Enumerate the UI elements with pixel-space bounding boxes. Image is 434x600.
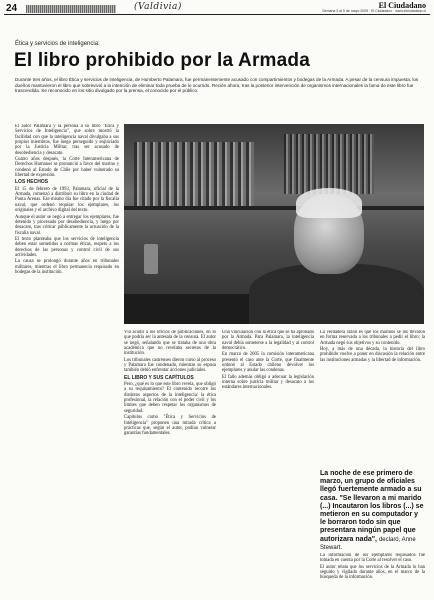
glass-image: [144, 244, 158, 274]
article-column-5: [320, 553, 425, 593]
article-photo: [124, 124, 424, 324]
article-column-1: [15, 124, 119, 590]
section-band: [26, 5, 116, 13]
paragraph: Una vinculación con la ética que se ha aprobado por la Armada. Para Palamara, la inteligencia naval debía someterse a la legalidad y al control democrático.: [222, 330, 314, 352]
page-header: [4, 3, 430, 15]
page-number: 24: [6, 3, 18, 14]
paragraph: Pero, ¿qué es lo que este libro revela, que obligó a su requisamiento? El contenido recorre los distintos aspectos de la inteligencia: la ética profesional, la relación con el poder civil y los límites que deben respetar los organismos de seguridad.: [124, 382, 216, 414]
paragraph: Cuatro años después, la Corte Interamericana de Derechos Humanos se pronunció a favor del marino y condenó al Estado de Chile por haber vulnerado su libertad de expresión.: [15, 157, 119, 179]
paragraph: El 15 de febrero de 1993, Palamara, oficial de la Armada, comenzó a distribuir su libro en la ciudad de Punta Arenas. Ese mismo día fue citado por la fiscalía naval, que ordenó requisar los ejemplares, los originales y el archivo digital del texto.: [15, 186, 119, 214]
paragraph: La causa se prolongó durante años en tribunales militares, mientras el libro permanecía requisado en bodegas de la institución.: [15, 259, 119, 275]
bottle-shelf-image: [134, 142, 254, 206]
paragraph: Aunque el autor se negó a entregar los ejemplares, fue detenido y procesado por desobediencia, y luego por desacato, tras criticar públicamente la actuación de la fiscalía naval.: [15, 214, 119, 236]
article-column-4: [320, 330, 425, 466]
article-column-2: [124, 330, 216, 590]
paragraph: El autor Palamara y la persona a su libro "Ética y Servicios de Inteligencia", que sobre mostró la facilidad con que la inteligencia naval divulgaba a sus propios miembros, fue luego perseguido y enjuiciado por la Justicia Militar, tras ser acusado de desobediencia y desacato.: [15, 124, 119, 156]
paragraph: Hoy, a más de una década, la historia del libro prohibido vuelve a poner en discusión la relación entre las instituciones armadas y la libertad de información.: [320, 347, 425, 363]
paragraph: En marzo de 2005 la comisión interamericana presentó el caso ante la Corte, que finalmente ordenó al Estado chileno devolver los ejemplares y anular las condenas.: [222, 352, 314, 374]
paragraph: El texto planteaba que los servicios de inteligencia deben estar sometidos a normas éticas, respeto a los derechos de las personas y control civil de sus actividades.: [15, 236, 119, 258]
pull-quote-text: La noche de ese primero de marzo, un grupo de oficiales llegó fuertemente armado a su casa. "Se llevaron a mi marido (...) Incautaron los libros (...) se metieron en su computador y le borraron todo sin que presentara ningún papel que autorizara nada",: [320, 470, 424, 543]
pull-quote: [320, 470, 425, 552]
handwritten-note: (Valdivia): [134, 2, 182, 12]
paragraph: La verdadera razón es que los marinos se los llevaron en forma reservada a los tribunales a pedir el libro; la Armada negó sus objetivos y su contenido.: [320, 330, 425, 346]
subhead-los-hechos: LOS HECHOS: [15, 179, 49, 186]
paragraph: Vía acudir a los oficios de publicaciones, en lo que podría ser la antesala de la censura. El autor se negó, señalando que se trataba de una obra académica que no revelaba secretos de la institución.: [124, 330, 216, 357]
pull-quote-attribution: declaró, Anne Stewart.: [320, 536, 416, 551]
date-line: Semana 3 al 9 de mayo 2005 · El Ciudadano · www.elciudadano.cl: [322, 9, 426, 13]
paragraph: El fallo además obligó a adecuar la legislación interna sobre justicia militar y desacato a los estándares internacionales.: [222, 374, 314, 391]
article-column-3: [222, 330, 314, 590]
article-title: El libro prohibido por la Armada: [14, 50, 310, 71]
bottle-shelf-image: [284, 134, 374, 194]
paragraph: Capítulos como "Ética y Servicios de Inteligencia" proponen una mirada crítica a prácticas que, según el autor, podían vulnerar garantías fundamentales.: [124, 415, 216, 437]
paragraph: La información de los ejemplares requisados fue tomada en cuenta por la Corte al resolver el caso.: [320, 553, 425, 564]
subhead-el-libro: EL LIBRO Y SUS CAPÍTULOS: [124, 374, 194, 381]
article-kicker: Ética y servicios de inteligencia:: [15, 41, 100, 47]
paragraph: El autor relata que los servicios de la Armada lo han seguido y vigilado durante años, en el marco de la búsqueda de la información.: [320, 564, 425, 581]
paragraph: Los tribunales castrenses dieron curso al proceso y Palamara fue condenado, mientras su esposa también debió enfrentar acciones judiciales.: [124, 357, 216, 374]
paper-name: El Ciudadano: [378, 1, 426, 10]
article-lede: Durante tres años, el libro Ética y servicios de inteligencia, de Humberto Palamara, fue permanentemente acusado con compartimientos y bodegas de la Armada. A pesar de la censura impuesta, los dueños mantuvieron el libro que sobrevivió a la intención de eliminar toda prueba de lo ocurrido. Recién ahora, tras la posterior intervención de organismos internacionales la fama de este libro fue trascendida. Se reconocido en los sitio divulgado por la prensa, el conocido por el público.: [15, 77, 419, 94]
